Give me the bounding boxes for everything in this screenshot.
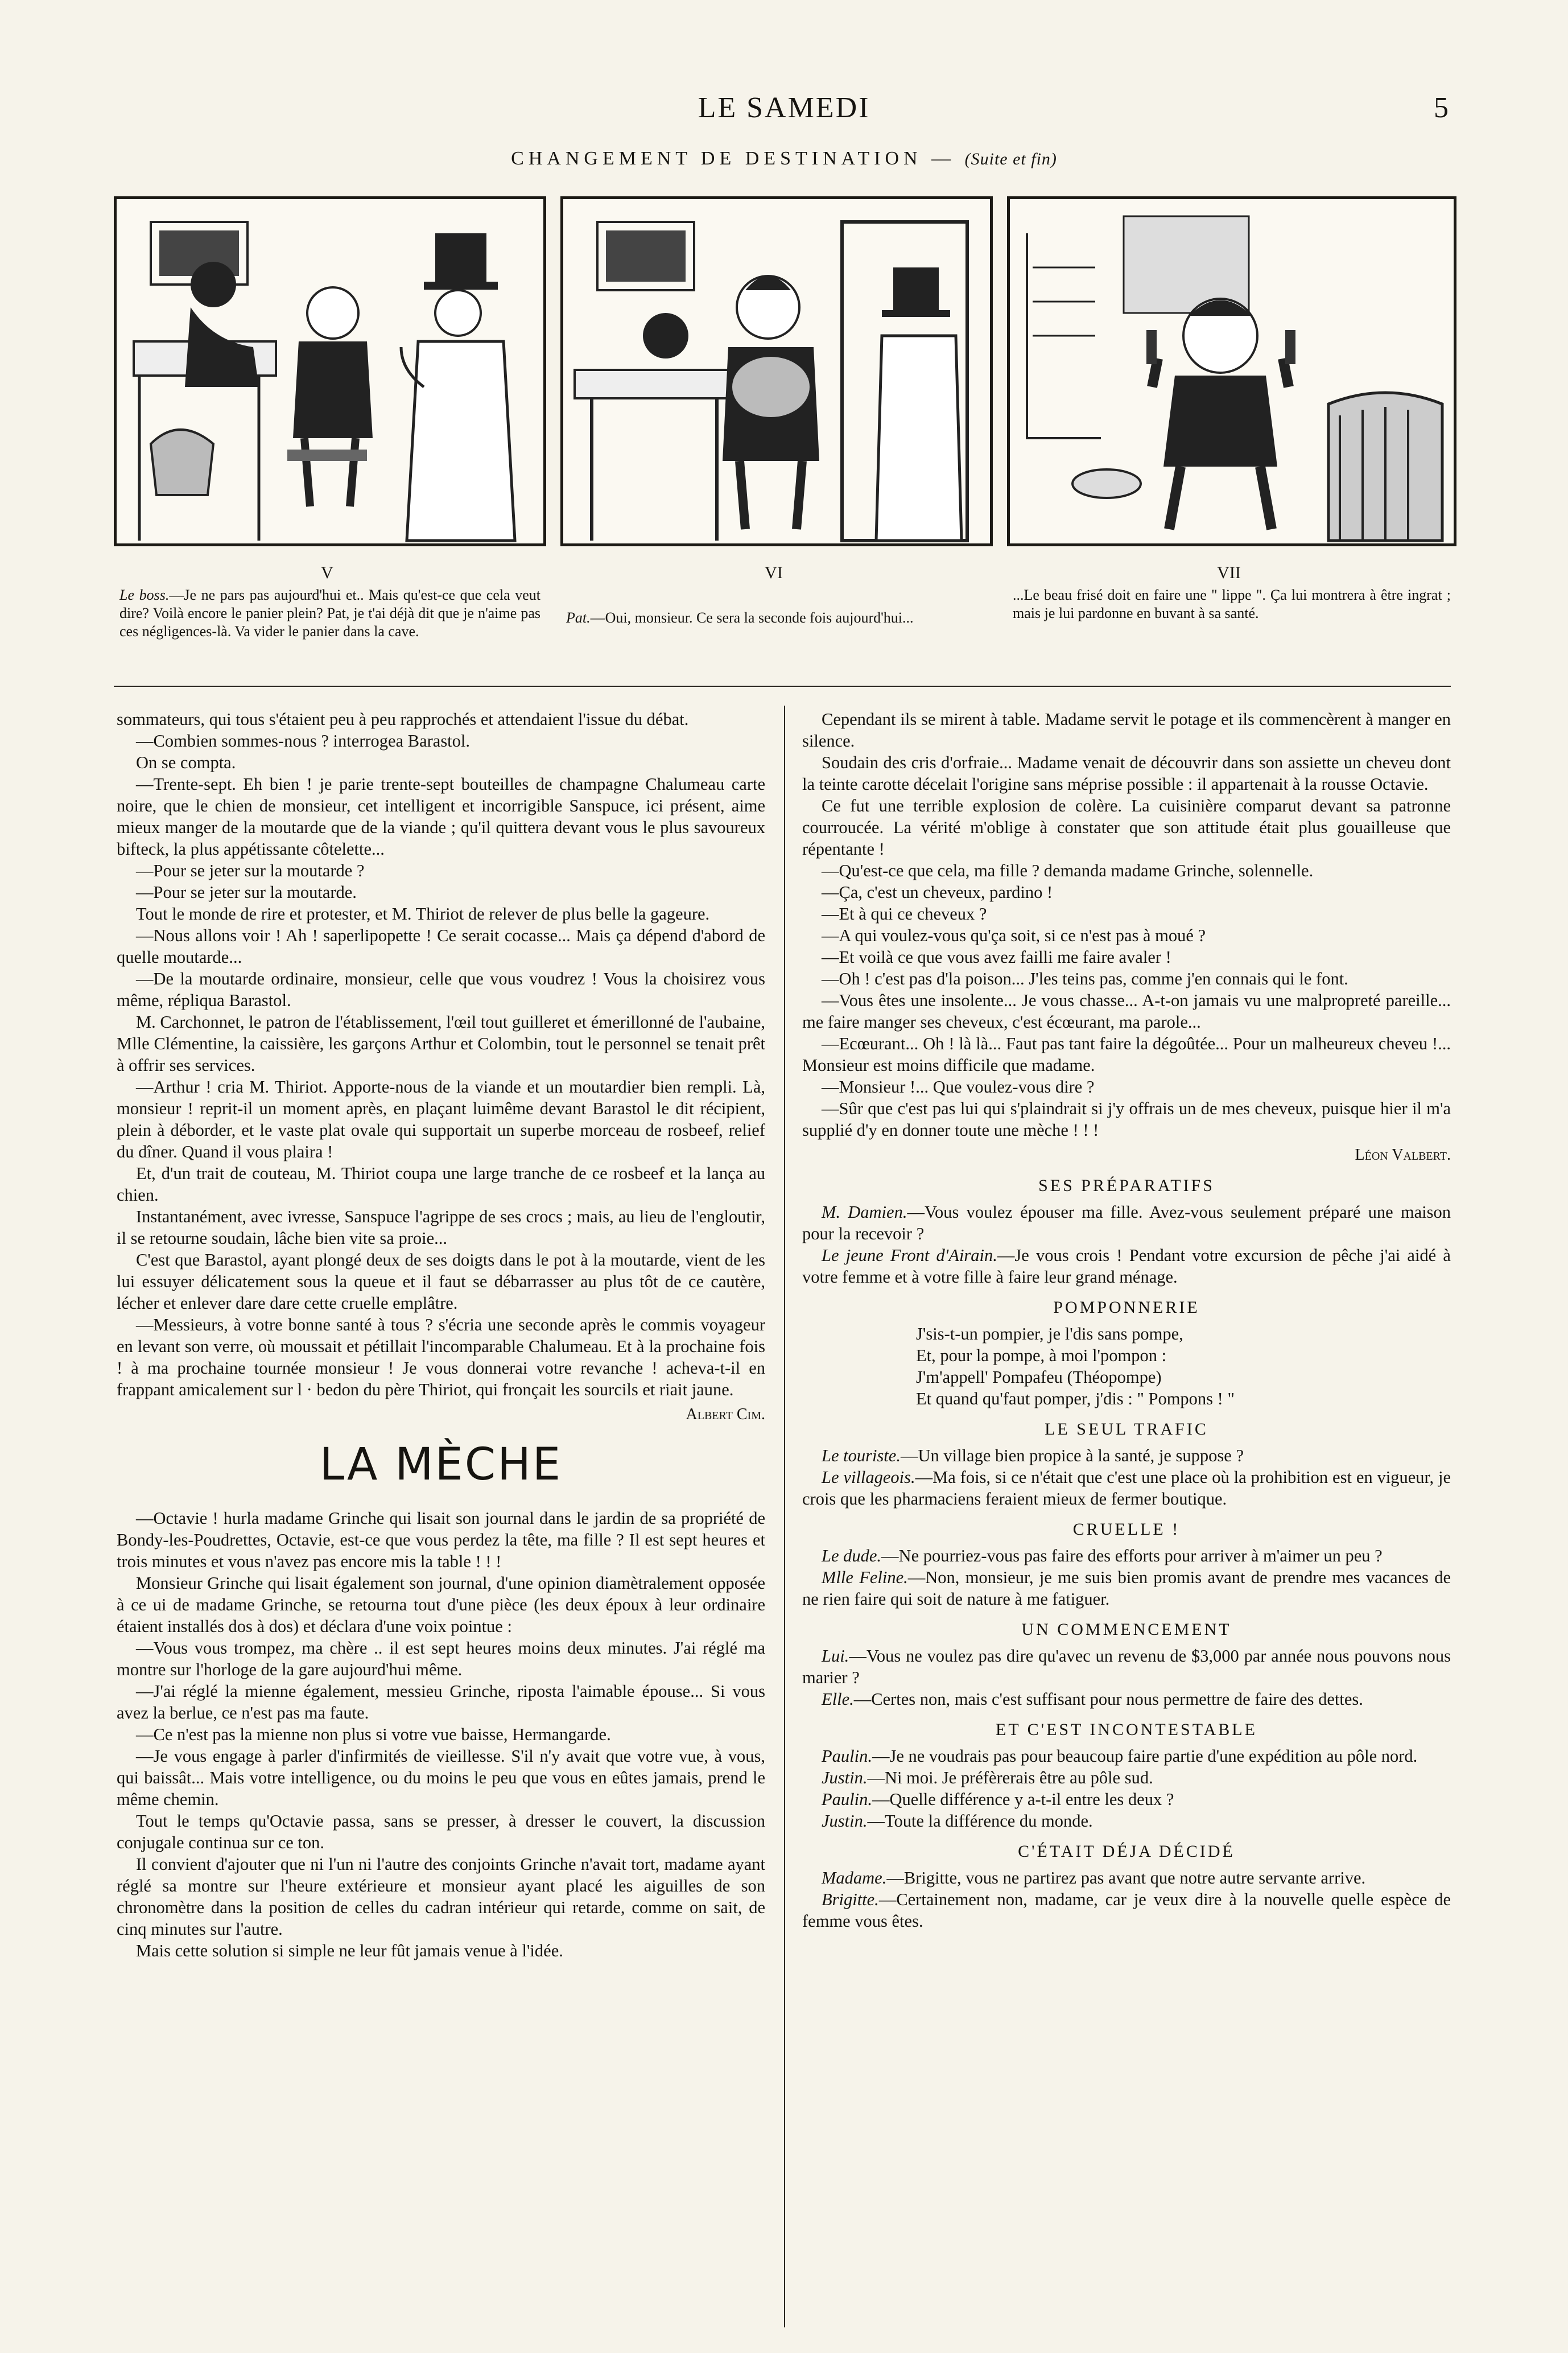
dialogue-line bbox=[802, 1767, 1451, 1789]
author-signature: Léon Valbert. bbox=[1355, 1146, 1451, 1164]
paragraph: —Sûr que c'est pas lui qui s'plaindrait si j'y offrais un de mes cheveux, puisque hier il m'a supplié d'y en donner toute une mèche ! ! ! bbox=[802, 1099, 1451, 1140]
speaker: Le villageois. bbox=[822, 1468, 915, 1487]
poem-line: J'sis-t-un pompier, je l'dis sans pompe, bbox=[916, 1324, 1183, 1344]
line-text: —Un village bien propice à la santé, je suppose ? bbox=[900, 1446, 1244, 1465]
paragraph: Et, d'un trait de couteau, M. Thiriot coupa une large tranche de ce rosbeef et la lança au chien. bbox=[117, 1164, 765, 1205]
paragraph: —Et voilà ce que vous avez failli me faire avaler ! bbox=[822, 947, 1171, 967]
dialogue-line bbox=[802, 1245, 1451, 1288]
line-text: —Vous voulez épouser ma fille. Avez-vous seulement préparé une maison pour la recevoir ? bbox=[802, 1202, 1451, 1243]
line-text: —Je ne voudrais pas pour beaucoup faire partie d'une expédition au pôle nord. bbox=[872, 1746, 1418, 1766]
line-text: —Certes non, mais c'est suffisant pour nous permettre de faire des dettes. bbox=[853, 1689, 1363, 1709]
dialogue-line bbox=[802, 1567, 1451, 1610]
paragraph: —Trente-sept. Eh bien ! je parie trente-sept bouteilles de champagne Chalumeau carte noire, que le chien de monsieur, cet intelligent et incorrigible Sanspuce, ici présent, aime mieux manger de la moutarde que de la viande ; qu'il quittera devant vous le plus savoureux bifteck, la plus appétissante côtelette... bbox=[117, 774, 765, 859]
strip-title-text: CHANGEMENT DE DESTINATION — bbox=[511, 148, 956, 169]
paragraph: —Combien sommes-nous ? interrogea Barastol. bbox=[136, 731, 471, 751]
poem-line: J'm'appell' Pompafeu (Théopompe) bbox=[916, 1367, 1162, 1387]
paragraph: —Pour se jeter sur la moutarde. bbox=[136, 883, 357, 902]
paragraph: Cependant ils se mirent à table. Madame servit le potage et ils commencèrent à manger en silence. bbox=[802, 710, 1451, 751]
paragraph: sommateurs, qui tous s'étaient peu à peu rapprochés et attendaient l'issue du débat. bbox=[117, 710, 689, 729]
paragraph: —Vous vous trompez, ma chère .. il est sept heures moins deux minutes. J'ai réglé ma montre sur l'horloge de la gare aujourd'hui même. bbox=[117, 1638, 765, 1679]
dialogue-line bbox=[802, 1810, 1451, 1832]
speaker: Paulin. bbox=[822, 1790, 872, 1809]
comic-panel-7 bbox=[1007, 196, 1456, 546]
paragraph: C'est que Barastol, ayant plongé deux de ses doigts dans le pot à la moutarde, vient de les lui essuyer délicatement sous la queue et il faut se débarrasser au plus tôt de ce cautère, lécher et enlever dare dare cette cruelle emplâtre. bbox=[117, 1250, 765, 1313]
paragraph: —Ce n'est pas la mienne non plus si votre vue baisse, Hermangarde. bbox=[136, 1725, 611, 1744]
line-text: —Brigitte, vous ne partirez pas avant que notre autre servante arrive. bbox=[886, 1868, 1366, 1888]
line-text: —Quelle différence y a-t-il entre les deux ? bbox=[872, 1790, 1174, 1809]
poem-line: Et, pour la pompe, à moi l'pompon : bbox=[916, 1346, 1167, 1365]
comic-panel-5 bbox=[114, 196, 546, 546]
paragraph: —Pour se jeter sur la moutarde ? bbox=[136, 861, 365, 880]
paragraph: —De la moutarde ordinaire, monsieur, celle que vous voudrez ! Vous la choisirez vous même, répliqua Barastol. bbox=[117, 969, 765, 1010]
speaker: Le touriste. bbox=[822, 1446, 901, 1465]
line-text: —Toute la différence du monde. bbox=[867, 1811, 1093, 1831]
column-separator bbox=[784, 706, 785, 2327]
line-text: —Je vous crois ! Pendant votre excursion de pêche j'ai aidé à votre femme et à votre fille à faire leur grand ménage. bbox=[802, 1246, 1451, 1287]
dialogue-line bbox=[802, 1445, 1451, 1466]
section-heading: ET C'EST INCONTESTABLE bbox=[996, 1720, 1257, 1739]
author-signature: Albert Cim. bbox=[686, 1406, 765, 1423]
dialogue-line bbox=[802, 1745, 1451, 1767]
section-heading: LE SEUL TRAFIC bbox=[1045, 1420, 1208, 1439]
paragraph: M. Carchonnet, le patron de l'établissement, l'œil tout guilleret et émerillonné de l'aubaine, Mlle Clémentine, la caissière, les garçons Arthur et Colombin, tout le personnel se tenait prêt à offrir ses services. bbox=[117, 1012, 765, 1075]
dialogue-line bbox=[802, 1867, 1451, 1889]
line-text: —Ni moi. Je préfèrerais être au pôle sud. bbox=[867, 1768, 1153, 1787]
dialogue-line bbox=[802, 1688, 1451, 1710]
paragraph: Monsieur Grinche qui lisait également son journal, d'une opinion diamètralement opposée à ce ui de madame Grinche, se retourna tout d'une pièce (les deux époux à leur ordinaire étaient installés dos à dos) et déclara d'une voix pointue : bbox=[117, 1573, 765, 1636]
panel-6-caption bbox=[566, 609, 987, 627]
speaker: M. Damien. bbox=[822, 1202, 907, 1222]
paragraph: —Arthur ! cria M. Thiriot. Apporte-nous de la viande et un moutardier bien rempli. Là, monsieur ! reprit-il un moment après, en plaçant luimême devant Barastol le dit récipient, plein à déborder, et le vaste plat ovale qui supportait un superbe morceau de rosbeef, relief du dîner. Quand il vous plaira ! bbox=[117, 1077, 765, 1161]
poem bbox=[802, 1323, 1451, 1410]
article-title: LA MÈCHE bbox=[319, 1439, 563, 1490]
paragraph: —A qui voulez-vous qu'ça soit, si ce n'est pas à moué ? bbox=[822, 926, 1206, 945]
comic-panel-6 bbox=[560, 196, 993, 546]
speaker: Elle. bbox=[822, 1689, 854, 1709]
dialogue-line bbox=[802, 1645, 1451, 1688]
panel-6-number: VI bbox=[765, 563, 783, 582]
section-heading: CRUELLE ! bbox=[1072, 1520, 1181, 1539]
panel-5-number: V bbox=[321, 563, 333, 582]
dialogue-line bbox=[802, 1466, 1451, 1510]
speaker: Le dude. bbox=[822, 1546, 882, 1565]
panel-7-number: VII bbox=[1217, 563, 1241, 582]
line-text: —Ne pourriez-vous pas faire des efforts pour arriver à m'aimer un peu ? bbox=[881, 1546, 1383, 1565]
line-text: —Ma fois, si ce n'était que c'est une place où la prohibition est en vigueur, je crois que les pharmaciens feraient mieux de fermer boutique. bbox=[802, 1468, 1451, 1509]
paragraph: —Ça, c'est un cheveux, pardino ! bbox=[822, 883, 1053, 902]
paragraph: —Octavie ! hurla madame Grinche qui lisait son journal dans le jardin de sa propriété de Bondy-les-Poudrettes, Octavie, est-ce que vous perdez la tête, ma fille ? Il est sept heures et trois minutes et vous n'avez pas encore mis la table ! ! ! bbox=[117, 1509, 765, 1571]
speaker: Justin. bbox=[822, 1768, 868, 1787]
paragraph: —Oh ! c'est pas d'la poison... J'les teins pas, comme j'en connais qui le font. bbox=[822, 969, 1348, 988]
column-divider-top bbox=[114, 686, 1451, 687]
speaker: Mlle Feline. bbox=[822, 1568, 908, 1587]
speaker: Madame. bbox=[822, 1868, 887, 1888]
poem-line: Et quand qu'faut pomper, j'dis : " Pompons ! " bbox=[916, 1389, 1235, 1408]
caption-text: —Je ne pars pas aujourd'hui et.. Mais qu'est-ce que cela veut dire? Voilà encore le panier plein? Pat, je t'ai déjà dit que je n'aime pas ces négligences-là. Va vider le panier dans la cave. bbox=[119, 587, 540, 640]
strip-title-suffix: (Suite et fin) bbox=[964, 150, 1057, 168]
panel-7-caption bbox=[1013, 586, 1451, 623]
dialogue-line bbox=[802, 1201, 1451, 1245]
line-text: —Certainement non, madame, car je veux dire à la nouvelle quelle espèce de femme vous êtes. bbox=[802, 1890, 1451, 1931]
paragraph: Instantanément, avec ivresse, Sanspuce l'agrippe de ses crocs ; mais, au lieu de l'engloutir, il se retourne soudain, lâche bien vite sa proie... bbox=[117, 1207, 765, 1248]
paragraph: Mais cette solution si simple ne leur fût jamais venue à l'idée. bbox=[136, 1941, 563, 1960]
right-column bbox=[802, 708, 1451, 1932]
comic-strip-title bbox=[0, 148, 1568, 170]
speaker: Paulin. bbox=[822, 1746, 872, 1766]
speaker: Justin. bbox=[822, 1811, 868, 1831]
section-heading: UN COMMENCEMENT bbox=[1021, 1620, 1232, 1639]
caption-speaker: Le boss. bbox=[119, 587, 170, 603]
speaker: Le jeune Front d'Airain. bbox=[822, 1246, 997, 1265]
paragraph: Tout le temps qu'Octavie passa, sans se presser, à dresser le couvert, la discussion conjugale continua sur ce ton. bbox=[117, 1811, 765, 1852]
paragraph: Ce fut une terrible explosion de colère. La cuisinière comparut devant sa patronne courroucée. La vérité m'oblige à constater que son attitude était plus gouailleuse que répentante ! bbox=[802, 796, 1451, 859]
paragraph: —J'ai réglé la mienne également, messieu Grinche, riposta l'aimable épouse... Si vous avez la berlue, ce n'est pas ma faute. bbox=[117, 1682, 765, 1722]
dialogue-line bbox=[802, 1889, 1451, 1932]
paragraph: Tout le monde de rire et protester, et M. Thiriot de relever de plus belle la gageure. bbox=[136, 904, 710, 924]
paragraph: —Qu'est-ce que cela, ma fille ? demanda madame Grinche, solennelle. bbox=[822, 861, 1314, 880]
line-text: —Vous ne voulez pas dire qu'avec un revenu de $3,000 par année nous pouvons nous marier ? bbox=[802, 1646, 1451, 1687]
newspaper-title: LE SAMEDI bbox=[698, 92, 870, 124]
speaker: Lui. bbox=[822, 1646, 849, 1666]
line-text: —Non, monsieur, je me suis bien promis avant de prendre mes vacances de ne rien faire qui soit de nature à me fatiguer. bbox=[802, 1568, 1451, 1609]
comic-illustration-7 bbox=[1010, 199, 1454, 543]
paragraph: —Nous allons voir ! Ah ! saperlipopette ! Ce serait cocasse... Mais ça dépend d'abord de quelle moutarde... bbox=[117, 926, 765, 967]
paragraph: —Et à qui ce cheveux ? bbox=[822, 904, 987, 924]
page-number: 5 bbox=[1434, 92, 1449, 124]
paragraph: Soudain des cris d'orfraie... Madame venait de découvrir dans son assiette un cheveu dont la teinte carotte décelait l'origine sans méprise possible : il appartenait à la rousse Octavie. bbox=[802, 753, 1451, 794]
paragraph: On se compta. bbox=[136, 753, 236, 772]
section-heading: C'ÉTAIT DÉJA DÉCIDÉ bbox=[1018, 1842, 1235, 1861]
paragraph: —Ecœurant... Oh ! là là... Faut pas tant faire la dégoûtée... Pour un malheureux cheveu !... Monsieur est moins difficile que madame. bbox=[802, 1034, 1451, 1075]
paragraph: —Monsieur !... Que voulez-vous dire ? bbox=[822, 1077, 1095, 1097]
panel-5-caption bbox=[119, 586, 540, 641]
caption-speaker: Pat. bbox=[566, 609, 591, 626]
caption-text: ...Le beau frisé doit en faire une " lippe ". Ça lui montrera à être ingrat ; mais je lui pardonne en buvant à sa santé. bbox=[1013, 587, 1451, 621]
paragraph: —Vous êtes une insolente... Je vous chasse... A-t-on jamais vu une malpropreté pareille... me faire manger ses cheveux, c'est écœurant, ma parole... bbox=[802, 991, 1451, 1032]
section-heading: POMPONNERIE bbox=[1053, 1298, 1200, 1317]
caption-text: —Oui, monsieur. Ce sera la seconde fois aujourd'hui... bbox=[590, 609, 914, 626]
dialogue-line bbox=[802, 1545, 1451, 1567]
left-column bbox=[117, 708, 765, 1961]
paragraph: —Je vous engage à parler d'infirmités de vieillesse. S'il n'y avait que votre vue, à vous, qui baissât... Mais votre intelligence, ou du moins le peu que vous en eûtes jamais, prend le même chemin. bbox=[117, 1746, 765, 1809]
paragraph: —Messieurs, à votre bonne santé à tous ? s'écria une seconde après le commis voyageur en levant son verre, où moussait et pétillait l'incomparable Chalumeau. Et à la prochaine fois ! à ma prochaine tournée monsieur ! Je vous donnerai votre revanche ! acheva-t-il en frappant amicalement sur l · bedon du père Thiriot, qui fronçait les sourcils et riait jaune. bbox=[117, 1315, 765, 1399]
comic-illustration-5 bbox=[117, 199, 543, 543]
dialogue-line bbox=[802, 1789, 1451, 1810]
section-heading: SES PRÉPARATIFS bbox=[1038, 1176, 1215, 1195]
speaker: Brigitte. bbox=[822, 1890, 879, 1909]
comic-illustration-6 bbox=[563, 199, 990, 543]
paragraph: Il convient d'ajouter que ni l'un ni l'autre des conjoints Grinche n'avait tort, madame ayant réglé sa montre sur l'heure extérieure et monsieur ayant placé les aiguilles de son chronomètre dans la position de celles du cadran intérieur qui retarde, comme on sait, de cinq minutes sur l'autre. bbox=[117, 1855, 765, 1939]
